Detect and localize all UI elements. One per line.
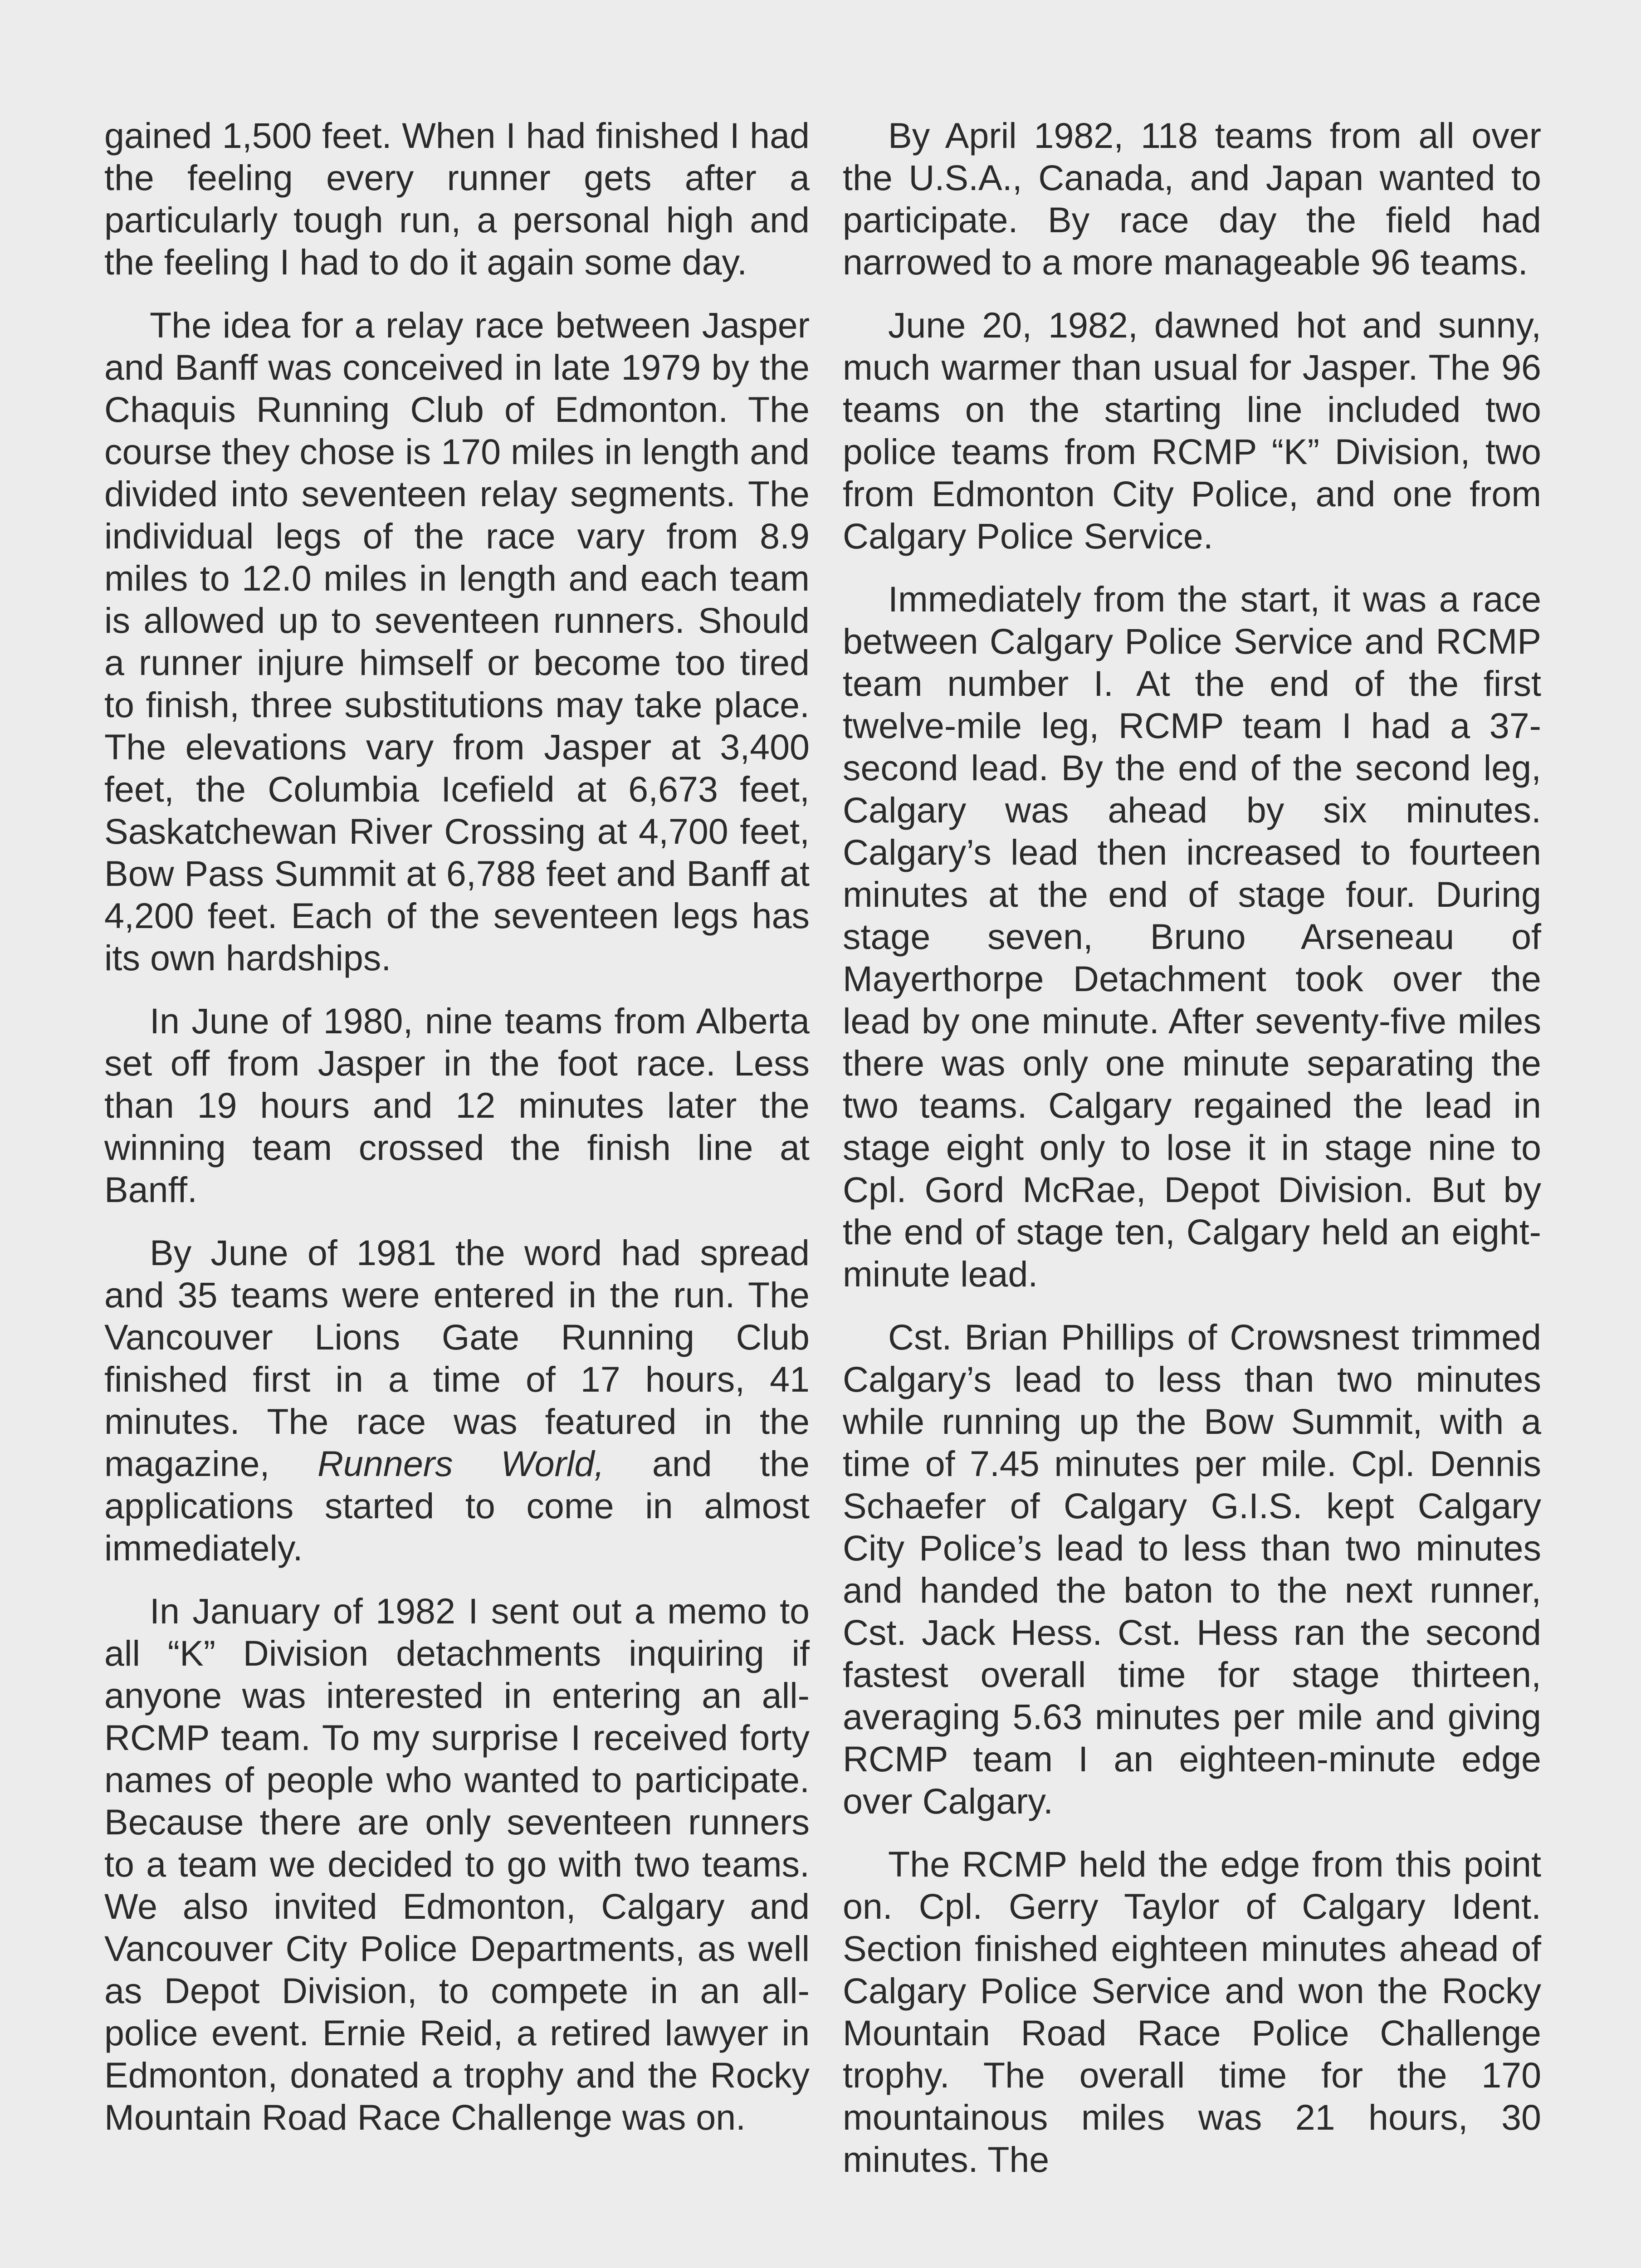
left-text-column	[104, 114, 810, 2159]
paragraph: By April 1982, 118 teams from all over the U.S.A., Canada, and Japan wanted to participate. By race day the field had narrowed to a more manageable 96 teams.	[843, 115, 1541, 282]
paragraph: gained 1,500 feet. When I had finished I had the feeling every runner gets after a particularly tough run, a personal high and the feeling I had to do it again some day.	[104, 115, 810, 282]
paragraph	[104, 1232, 810, 1569]
paragraph: In June of 1980, nine teams from Alberta set off from Jasper in the foot race. Less than 19 hours and 12 minutes later the winning team crossed the finish line at Banff.	[104, 1001, 810, 1210]
paragraph: June 20, 1982, dawned hot and sunny, much warmer than usual for Jasper. The 96 teams on the starting line included two police teams from RCMP “K” Division, two from Edmonton City Police, and one from Calgary Police Service.	[843, 305, 1541, 556]
magazine-title: Runners World,	[317, 1443, 605, 1484]
paragraph: In January of 1982 I sent out a memo to all “K” Division detachments inquiring if anyone was interested in entering an all-RCMP team. To my surprise I received forty names of people who wanted to participate. Because there are only seventeen runners to a team we decided to go with two teams. We also invited Edmonton, Calgary and Vancouver City Police Departments, as well as Depot Division, to compete in an all-police event. Ernie Reid, a retired lawyer in Edmonton, donated a trophy and the Rocky Mountain Road Race Challenge was on.	[104, 1591, 810, 2137]
paragraph: Immediately from the start, it was a race between Calgary Police Service and RCMP team number I. At the end of the first twelve-mile leg, RCMP team I had a 37-second lead. By the end of the second leg, Calgary was ahead by six minutes. Calgary’s lead then increased to fourteen minutes at the end of stage four. During stage seven, Bruno Arseneau of Mayerthorpe Detachment took over the lead by one minute. After seventy-five miles there was only one minute separating the two teams. Calgary regained the lead in stage eight only to lose it in stage nine to Cpl. Gord McRae, Depot Division. But by the end of stage ten, Calgary held an eight-minute lead.	[843, 579, 1541, 1294]
paragraph: The RCMP held the edge from this point on. Cpl. Gerry Taylor of Calgary Ident. Section finished eighteen minutes ahead of Calgary Police Service and won the Rocky Mountain Road Race Police Challenge trophy. The overall time for the 170 mountainous miles was 21 hours, 30 minutes. The	[843, 1844, 1541, 2180]
paragraph-text: and the applications started to come in almost immediately.	[104, 1443, 810, 1568]
paragraph-text: By June of 1981 the word had spread and 35 teams were entered in the run. The Vancouver Lions Gate Running Club finished first in a time of 17 hours, 41 minutes. The race was featured in the magazine,	[104, 1232, 810, 1484]
right-text-column	[843, 114, 1541, 2201]
paragraph: The idea for a relay race between Jasper and Banff was conceived in late 1979 by the Chaquis Running Club of Edmonton. The course they chose is 170 miles in length and divided into seventeen relay segments. The individual legs of the race vary from 8.9 miles to 12.0 miles in length and each team is allowed up to seventeen runners. Should a runner injure himself or become too tired to finish, three substitutions may take place. The elevations vary from Jasper at 3,400 feet, the Columbia Icefield at 6,673 feet, Saskatchewan River Crossing at 4,700 feet, Bow Pass Summit at 6,788 feet and Banff at 4,200 feet. Each of the seventeen legs has its own hardships.	[104, 305, 810, 978]
paragraph: Cst. Brian Phillips of Crowsnest trimmed Calgary’s lead to less than two minutes while running up the Bow Summit, with a time of 7.45 minutes per mile. Cpl. Dennis Schaefer of Calgary G.I.S. kept Calgary City Police’s lead to less than two minutes and handed the baton to the next runner, Cst. Jack Hess. Cst. Hess ran the second fastest overall time for stage thirteen, averaging 5.63 minutes per mile and giving RCMP team I an eighteen-minute edge over Calgary.	[843, 1317, 1541, 1821]
